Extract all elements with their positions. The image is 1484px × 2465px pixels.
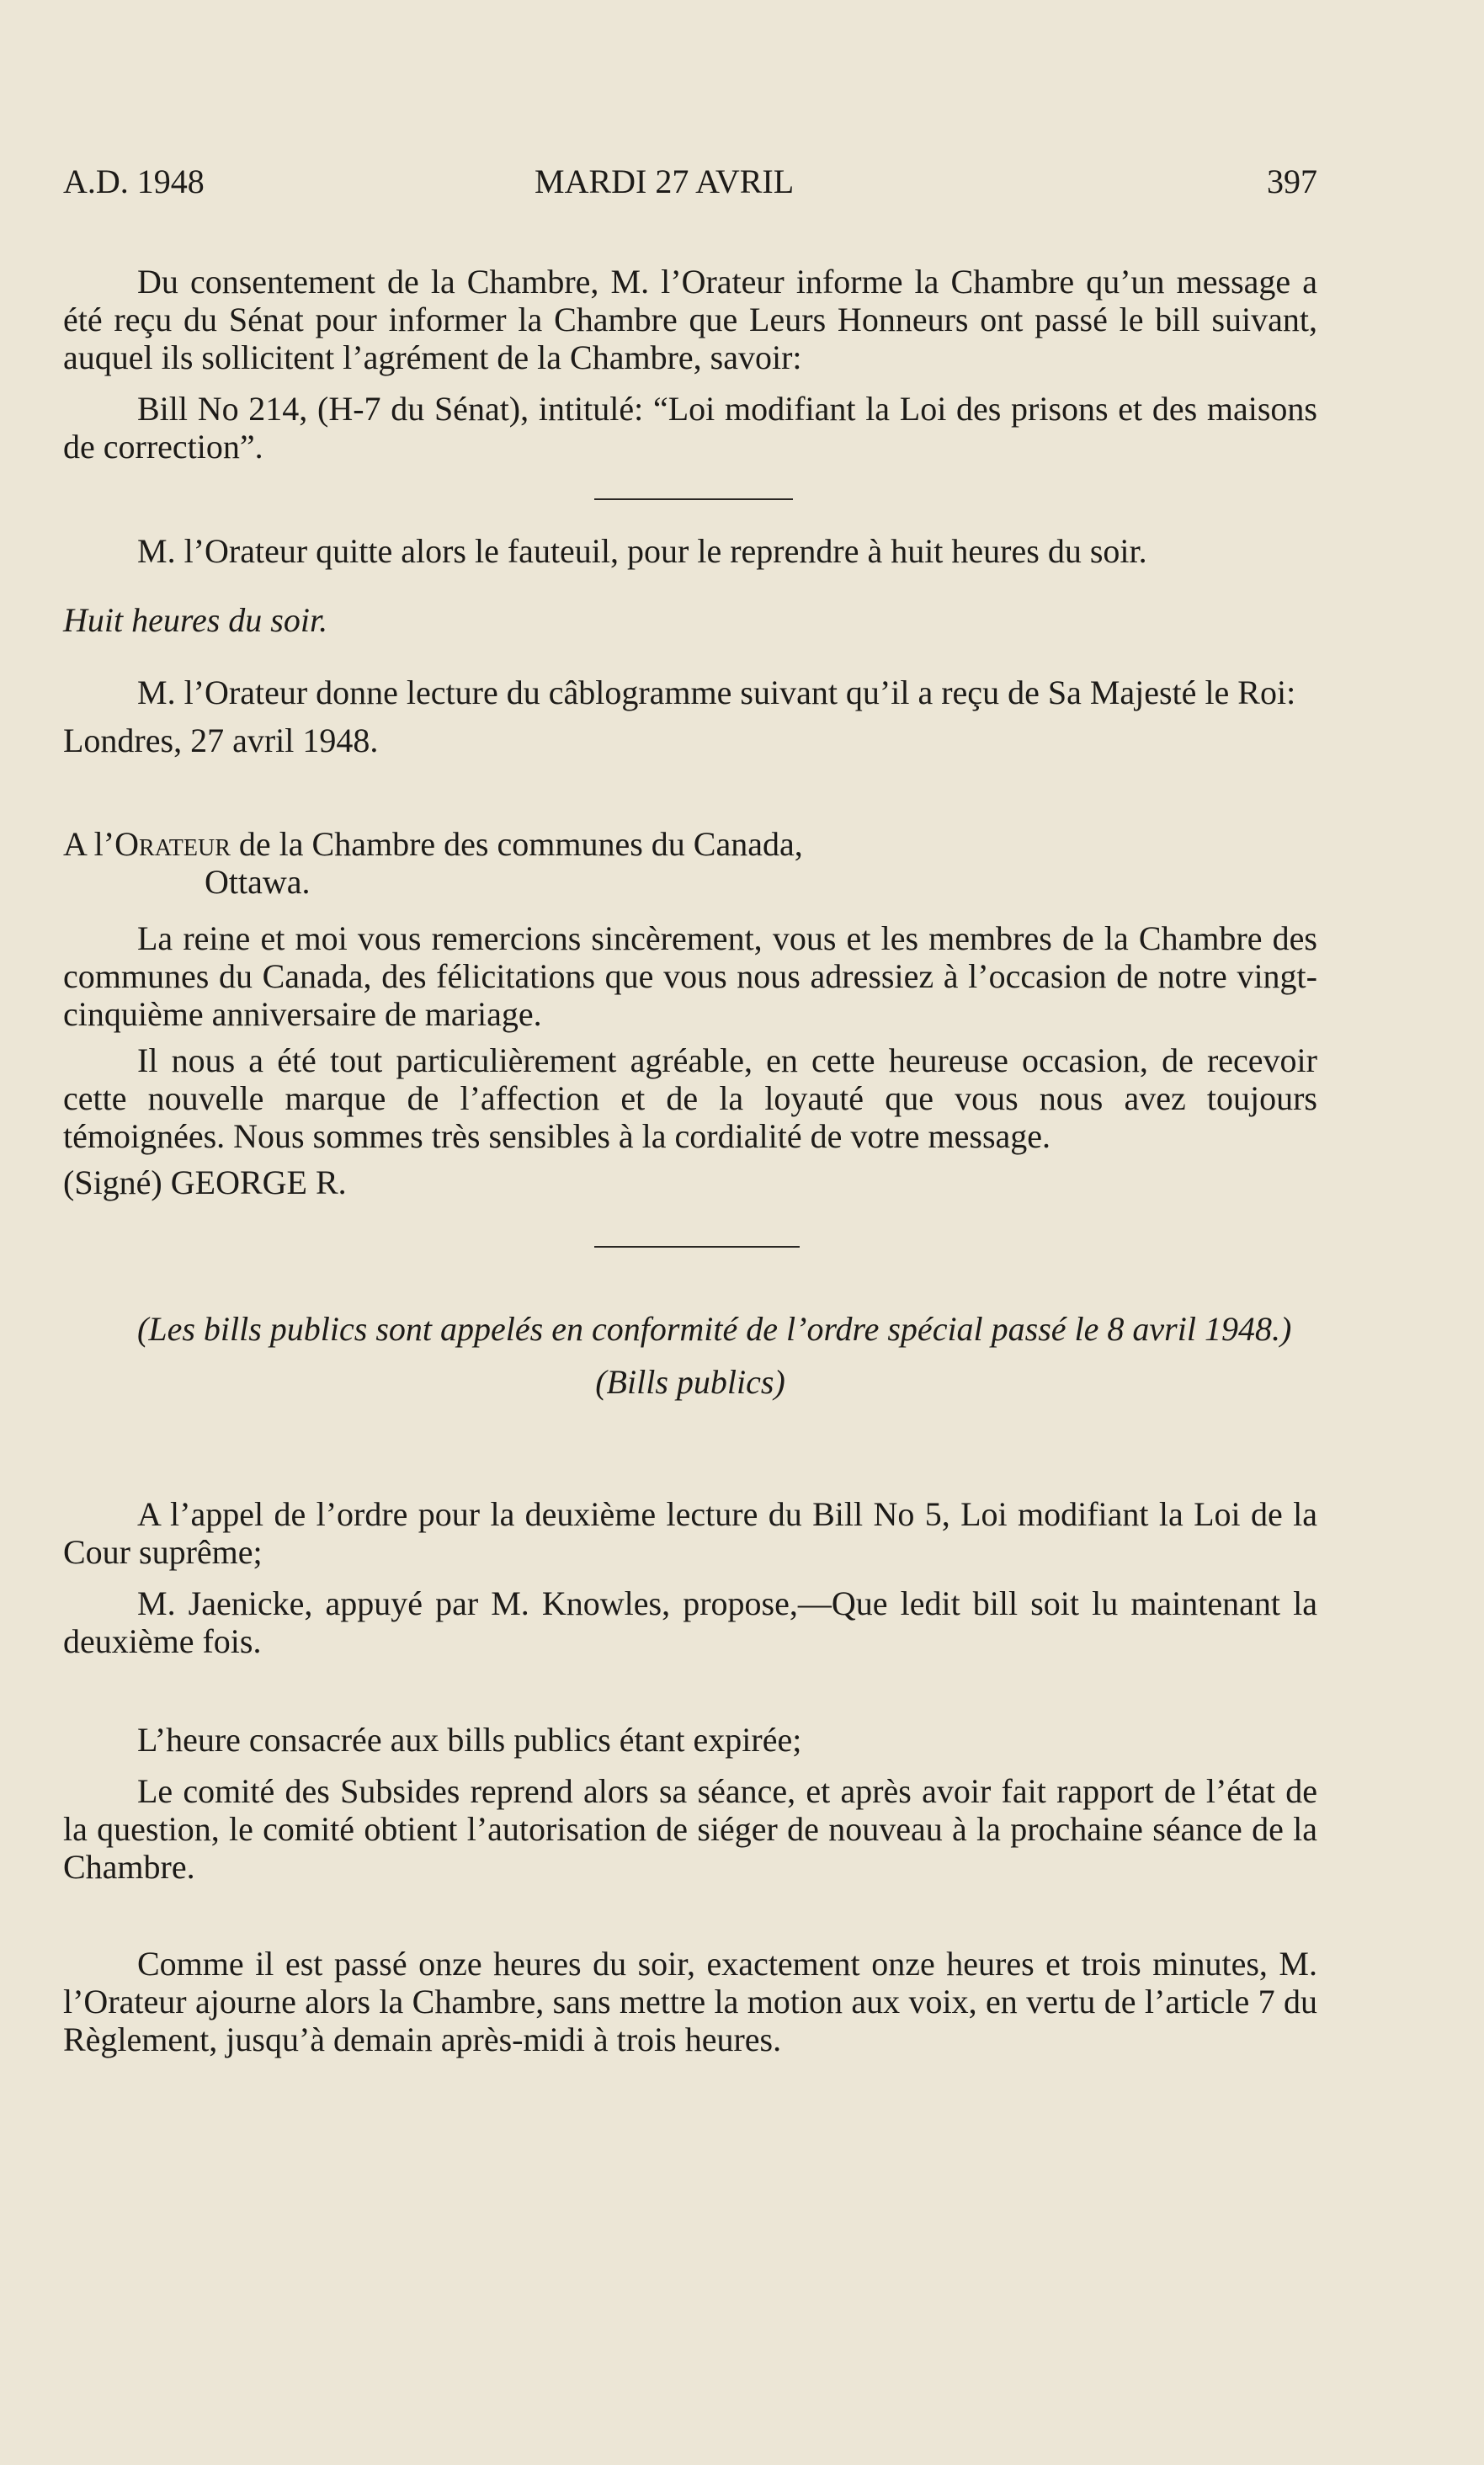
public-bills-heading: (Bills publics) xyxy=(595,1363,785,1401)
section-divider xyxy=(594,498,793,500)
paragraph-second-reading-call: A l’appel de l’ordre pour la deuxième lecture du Bill No 5, Loi modifiant la Loi de la Cour suprême; xyxy=(63,1495,1317,1571)
cablegram-address xyxy=(63,825,1317,901)
paragraph-speaker-leaves: M. l’Orateur quitte alors le fauteuil, pour le reprendre à huit heures du soir. xyxy=(137,532,1147,570)
address-line-2: Ottawa. xyxy=(205,863,311,901)
adjournment-section xyxy=(63,1945,1317,2058)
supply-section xyxy=(63,1721,1317,1886)
header-year: A.D. 1948 xyxy=(63,162,205,200)
signature-line: (Signé) GEORGE R. xyxy=(63,1163,347,1201)
page-header xyxy=(63,162,1317,212)
speaker-leaves-section xyxy=(63,532,1317,570)
paragraph-gratitude: Il nous a été tout particulièrement agréable, en cette heureuse occasion, de recevoir cette nouvelle marque de l’affection et de la loyauté que vous nous avez toujours témoignées. Nous sommes très sensibles à la cordialité de votre message. xyxy=(63,1041,1317,1155)
header-page-number: 397 xyxy=(1267,162,1317,200)
public-bills-section xyxy=(63,1310,1317,1401)
cablegram-place-date: Londres, 27 avril 1948. xyxy=(63,721,379,759)
paragraph-jaenicke-motion: M. Jaenicke, appuyé par M. Knowles, propose,—Que ledit bill soit lu maintenant la deuxième fois. xyxy=(63,1584,1317,1660)
paragraph-thanks: La reine et moi vous remercions sincèrement, vous et les membres de la Chambre des communes du Canada, des félicitations que vous nous adressiez à l’occasion de notre vingt-cinquième anniversaire de mariage. xyxy=(63,919,1317,1033)
bill-5-section xyxy=(63,1495,1317,1660)
paragraph-hour-expired: L’heure consacrée aux bills publics étant expirée; xyxy=(137,1721,802,1759)
cablegram-section xyxy=(63,673,1317,759)
evening-sitting-section xyxy=(63,601,1317,639)
paragraph-adjournment: Comme il est passé onze heures du soir, exactement onze heures et trois minutes, M. l’Orateur ajourne alors la Chambre, sans mettre la motion aux voix, en vertu de l’article 7 du Règlement, jusqu’à demain après-midi à trois heures. xyxy=(63,1945,1317,2058)
paragraph-supply-committee: Le comité des Subsides reprend alors sa séance, et après avoir fait rapport de l’état de la question, le comité obtient l’autorisation de siéger de nouveau à la prochaine séance de la Chambre. xyxy=(63,1772,1317,1886)
paragraph-cablegram-intro: M. l’Orateur donne lecture du câblogramme suivant qu’il a reçu de Sa Majesté le Roi: xyxy=(137,673,1296,711)
paragraph-bill-214: Bill No 214, (H-7 du Sénat), intitulé: “Loi modifiant la Loi des prisons et des maisons de correction”. xyxy=(63,390,1317,466)
senate-message-section xyxy=(63,263,1317,466)
cablegram-body xyxy=(63,919,1317,1201)
paragraph-bills-called: (Les bills publics sont appelés en conformité de l’ordre spécial passé le 8 avril 1948.) xyxy=(137,1310,1292,1348)
section-divider xyxy=(594,1246,800,1248)
paragraph-senate-message: Du consentement de la Chambre, M. l’Orateur informe la Chambre qu’un message a été reçu du Sénat pour informer la Chambre que Leurs Honneurs ont passé le bill suivant, auquel ils sollicitent l’agrément de la Chambre, savoir: xyxy=(63,263,1317,376)
paragraph-eight-pm: Huit heures du soir. xyxy=(63,601,328,639)
address-line-1: A l’Orateur de la Chambre des communes du Canada, xyxy=(63,825,803,863)
orateur-smallcaps: Orateur xyxy=(114,825,231,863)
header-date: MARDI 27 AVRIL xyxy=(535,162,795,200)
